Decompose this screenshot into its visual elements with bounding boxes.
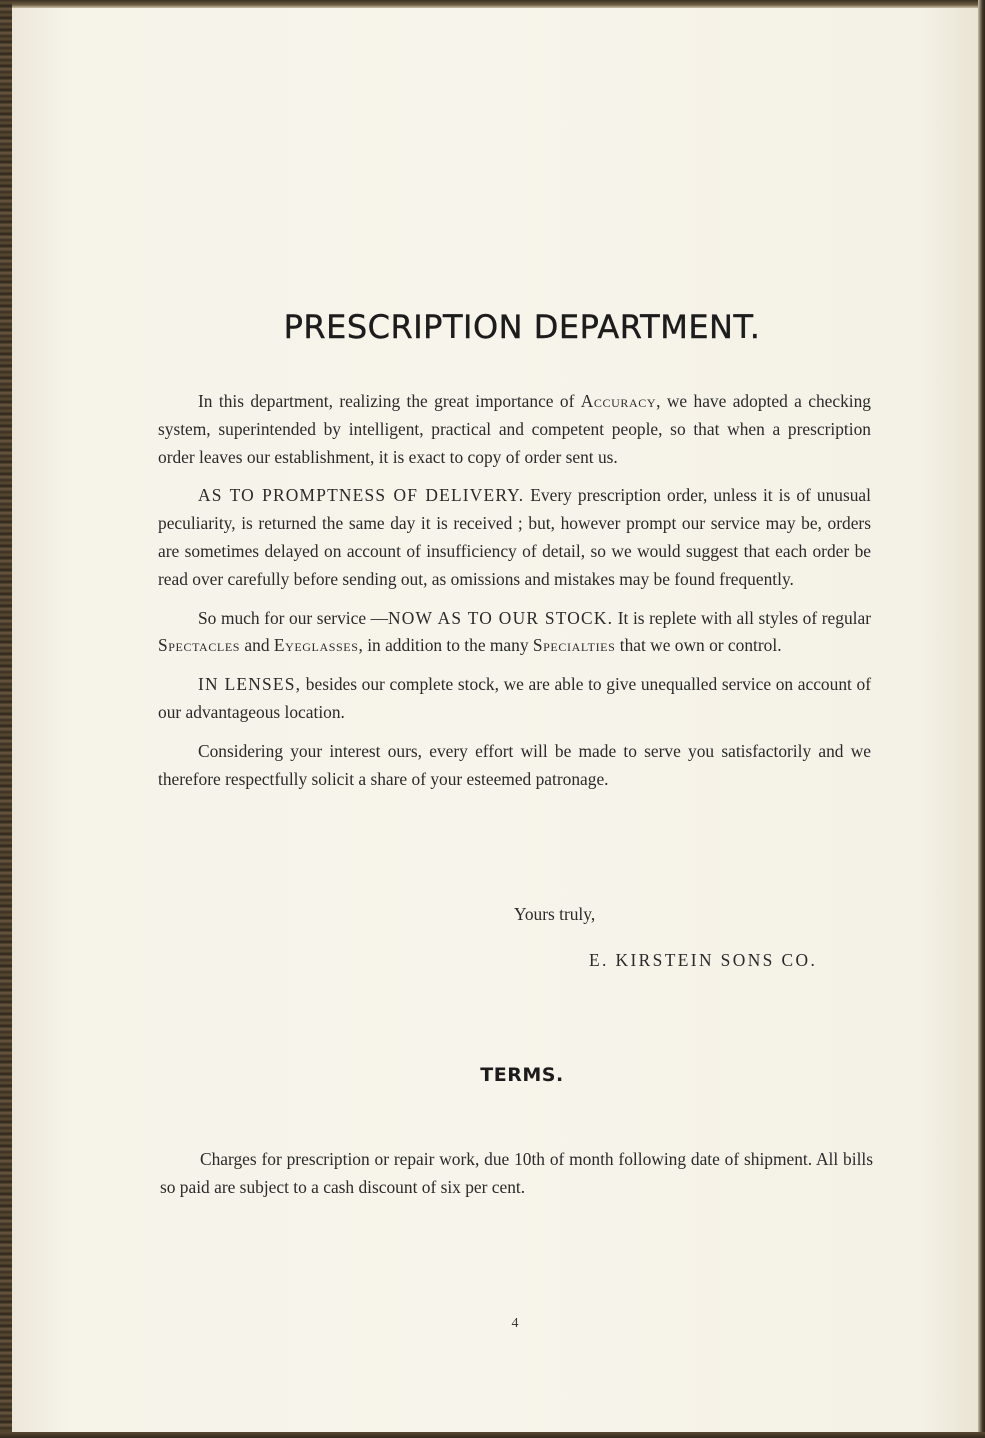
emphasis-eyeglasses: Eyeglasses [273, 635, 359, 656]
emphasis-accuracy: Accuracy [580, 391, 657, 411]
emphasis-specialties: Specialties [532, 635, 616, 656]
page-binding-edge [0, 0, 12, 1438]
page-top-edge [0, 0, 985, 8]
paragraph-lenses [158, 671, 871, 727]
terms-heading: TERMS. [480, 1064, 564, 1086]
emphasis-spectacles: Spectacles [158, 635, 241, 656]
document-page [12, 8, 978, 1432]
page-title: PRESCRIPTION DEPARTMENT. [283, 308, 761, 346]
paragraph-text: It is replete with all styles of regular [613, 607, 871, 628]
paragraph-promptness [158, 482, 871, 593]
document-body [158, 388, 871, 804]
heading-lenses: IN LENSES, [198, 674, 302, 695]
terms-text: Charges for prescription or repair work, due 10th of month following date of shipment. All bills so paid are subject to a cash discount of six per cent. [160, 1149, 873, 1197]
closing-salutation: Yours truly, [514, 904, 596, 924]
page-right-edge [978, 0, 985, 1438]
paragraph-text: and [240, 635, 274, 656]
paragraph-text: that we own or control. [615, 635, 782, 656]
page-bottom-edge [0, 1432, 985, 1438]
paragraph-text: besides our complete stock, we are able to give unequalled service on account of our advantageous location. [158, 674, 871, 722]
heading-stock: NOW AS TO OUR STOCK. [388, 607, 614, 628]
paragraph-text: In this department, realizing the great importance of [198, 391, 581, 411]
company-signature: E. KIRSTEIN SONS CO. [589, 950, 818, 970]
paragraph-patronage: Considering your interest ours, every effort will be made to serve you satisfactorily and we therefore respectfully solicit a share of your esteemed patronage. [158, 740, 871, 789]
paragraph-stock [158, 605, 871, 661]
paragraph-text: , we have adopted a checking system, superintended by intelligent, practical and competent people, so that when a prescription order leaves our establishment, it is exact to copy of order sent us. [158, 391, 871, 467]
paragraph-accuracy [158, 388, 871, 471]
paragraph-text: So much for our service — [198, 607, 389, 628]
paragraph-text: , in addition to the many [358, 635, 533, 656]
heading-promptness: AS TO PROMPTNESS OF DELIVERY. [198, 485, 525, 506]
page-number: 4 [511, 1316, 519, 1331]
paragraph-text: Every prescription order, unless it is of unusual peculiarity, is returned the same day it is received ; but, however prompt our service may be, orders are sometimes delayed on account of insufficiency of detail, so we would suggest that each order be read over carefully before sending out, as omissions and mistakes may be found frequently. [158, 485, 871, 589]
terms-section [160, 1146, 873, 1202]
